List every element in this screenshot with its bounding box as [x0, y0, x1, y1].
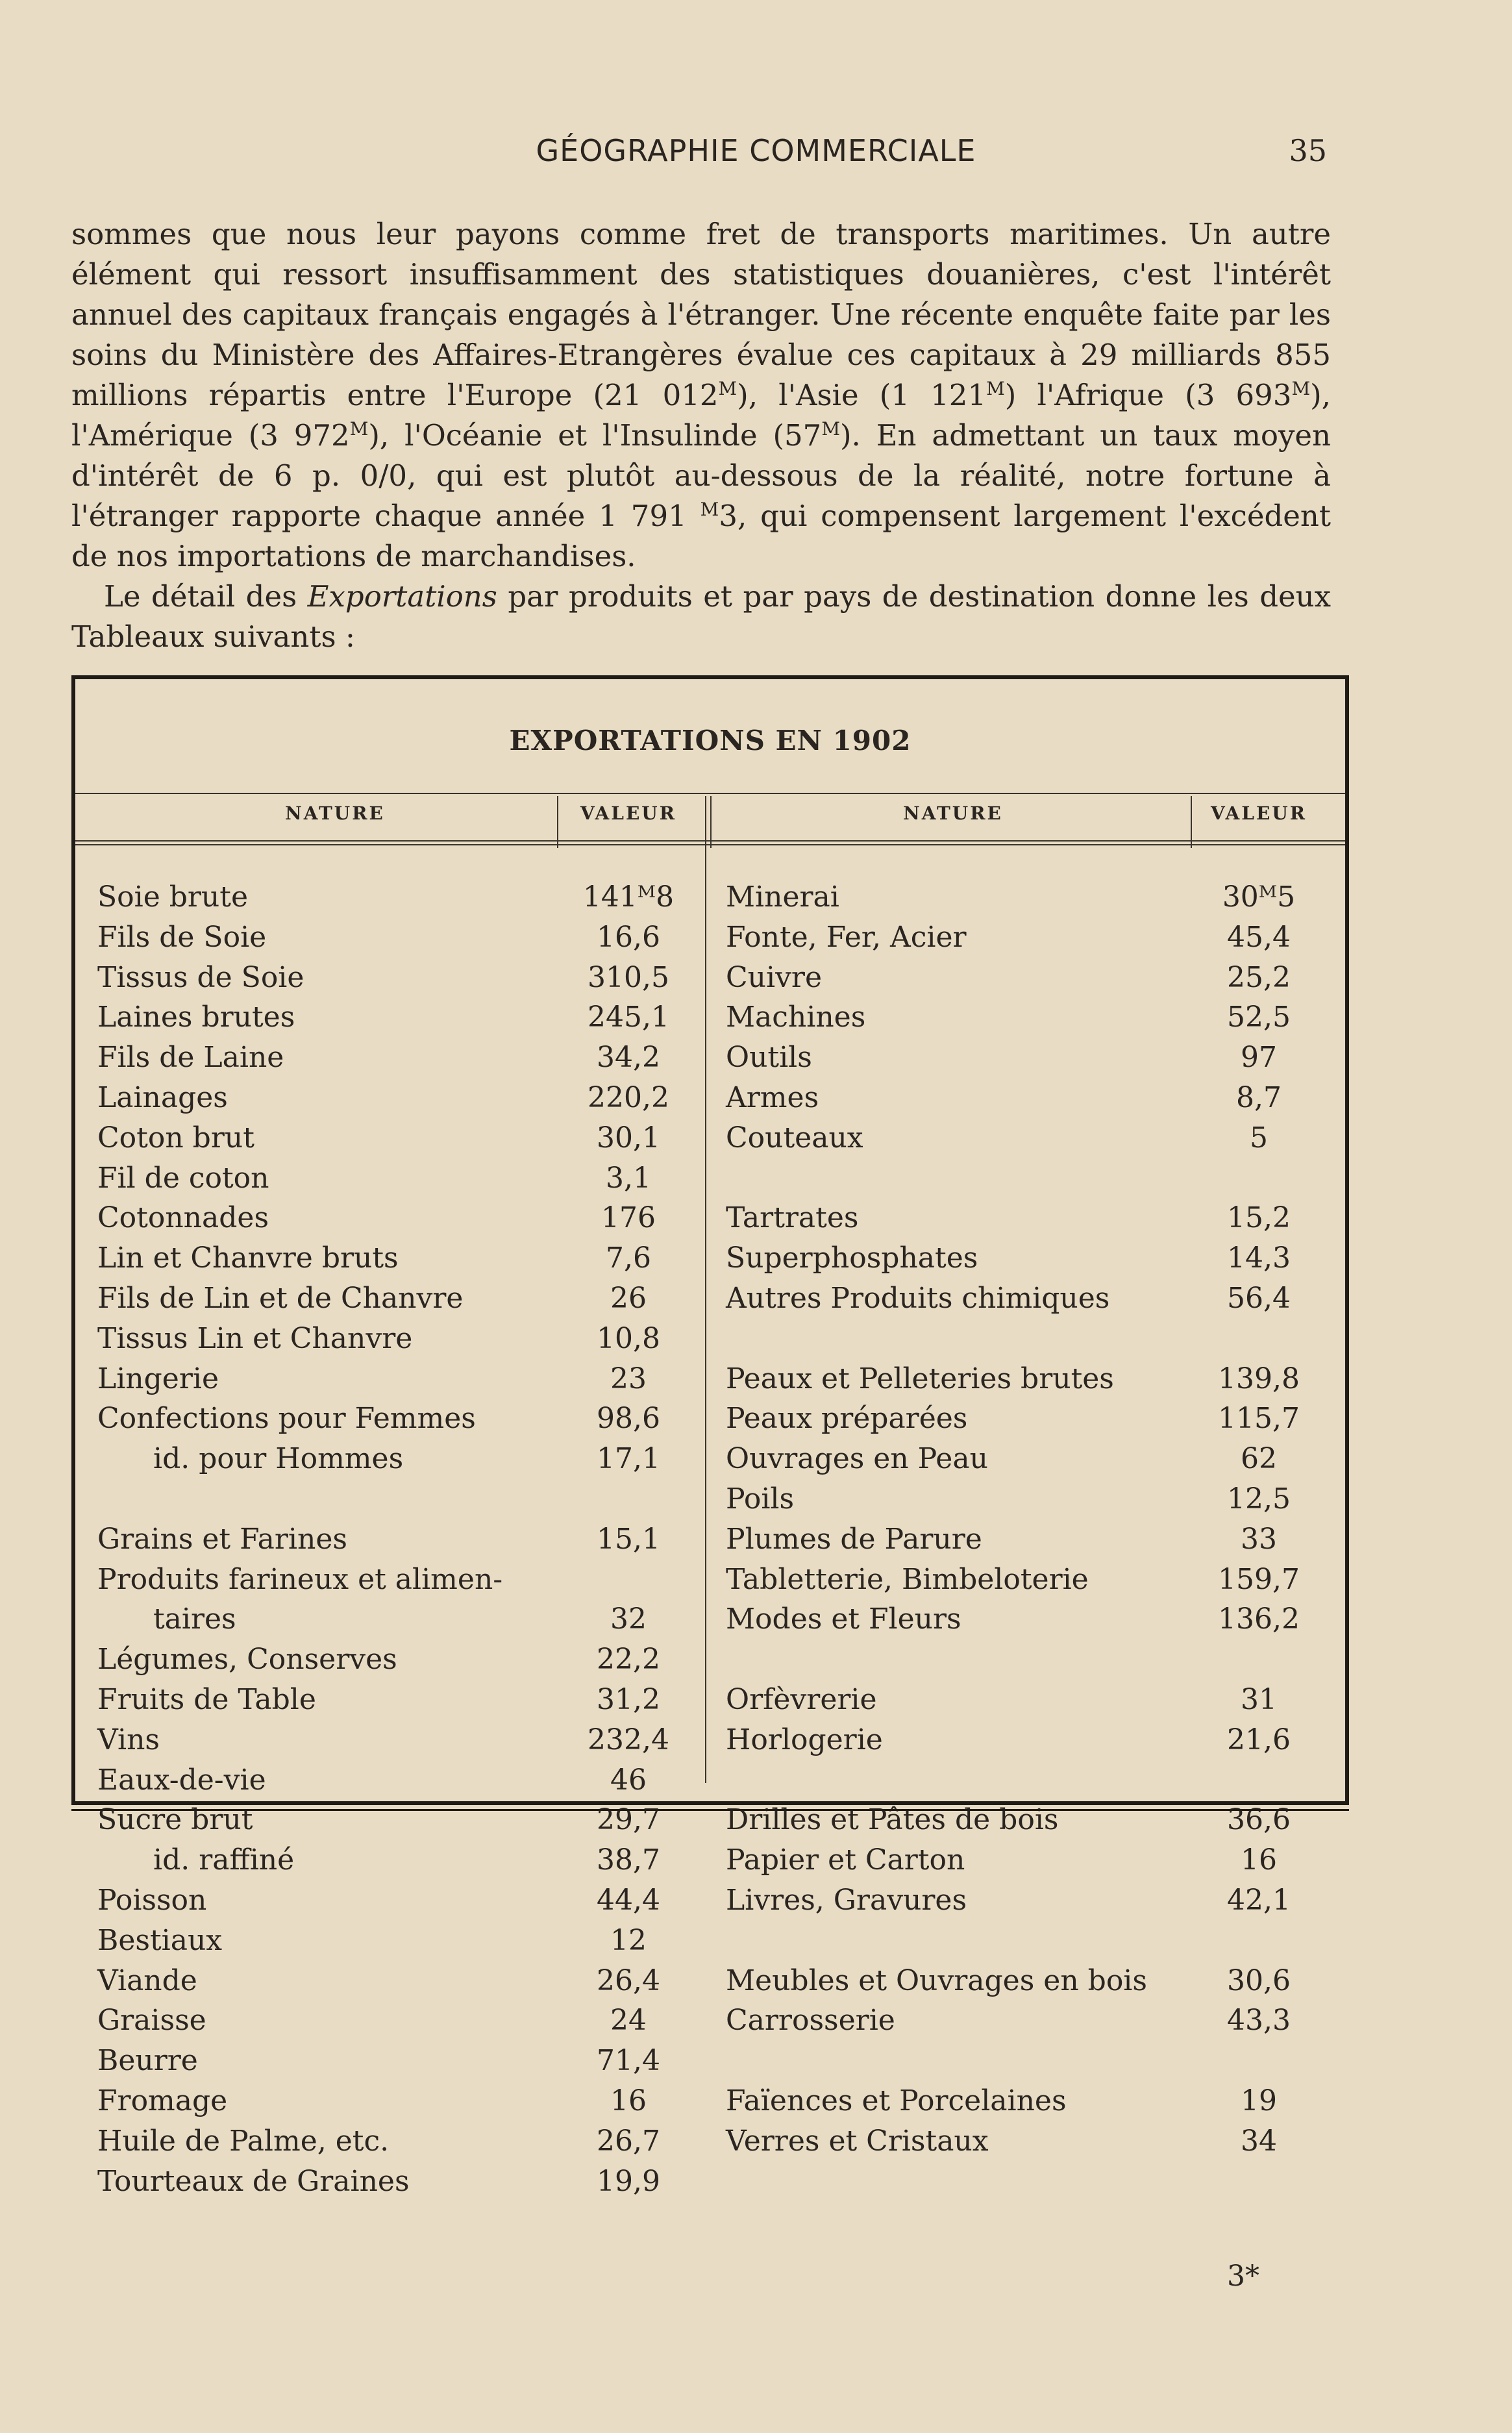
table-row — [75, 1001, 1345, 1041]
running-title: GÉOGRAPHIE COMMERCIALE — [536, 133, 976, 168]
row-valeur-left: 22,2 — [597, 1643, 660, 1677]
row-valeur-right: 15,2 — [1227, 1201, 1291, 1235]
row-nature-left: Viande — [97, 1964, 197, 1997]
paragraph-fortune: sommes que nous leur payons comme fret de transports maritimes. Un autre élément qui ressort insuffisamment des statistiques douanières, c'est l'intérêt annuel des capitaux français engagés à l'étranger. Une récente enquête faite par les soins du Ministère des Affaires-Etrangères évalue ces capitaux à 29 milliards 855 millions répartis entre l'Europe (21 $012^M$), l'Asie (1 $121^M$) l'Afrique (3 $693^M$), l'Amérique (3 $972^M$), l'Océanie et l'Insulinde $(57^M)$. En admettant un taux moyen d'intérêt de 6 p. 0/0, qui est plutôt au-dessous de la réalité, notre fortune à l'étranger rapporte chaque année 1 791 $^M$3, qui compensent largement l'excédent de nos importations de marchandises. — [71, 217, 1332, 573]
col-sep-3 — [1191, 796, 1192, 848]
row-nature-right: Armes — [726, 1080, 819, 1114]
row-valeur-left: 98,6 — [597, 1402, 660, 1436]
row-nature-left: Coton brut — [97, 1121, 254, 1154]
table-body — [75, 880, 1345, 2204]
row-valeur-left: 7,6 — [606, 1241, 651, 1275]
row-valeur-right: 45,4 — [1227, 920, 1291, 954]
row-nature-right: Machines — [726, 1001, 866, 1034]
paragraph-intro-tables: Le détail des Exportations par produits et par pays de destination donne les deux Tableaux suivants : — [71, 579, 1331, 654]
row-valeur-right: 52,5 — [1227, 1001, 1291, 1034]
exports-table — [71, 675, 1349, 2198]
col-header-nature-right: NATURE — [903, 803, 1003, 824]
row-nature-left: Cotonnades — [97, 1201, 269, 1235]
row-valeur-left: 30,1 — [597, 1121, 660, 1154]
row-valeur-left: 26,4 — [597, 1964, 660, 1997]
row-nature-right: Livres, Gravures — [726, 1883, 967, 1917]
row-nature-left: Eaux-de-vie — [97, 1763, 266, 1797]
row-valeur-right: 19 — [1241, 2084, 1277, 2117]
table-row — [75, 1081, 1345, 1121]
row-nature-left: Beurre — [97, 2044, 198, 2078]
row-valeur-right: 5 — [1250, 1121, 1268, 1154]
col-sep-1 — [557, 796, 558, 848]
table-row — [75, 880, 1345, 921]
table-row — [75, 1563, 1345, 1603]
table-row — [75, 1282, 1345, 1322]
row-valeur-right: 139,8 — [1218, 1362, 1300, 1395]
row-valeur-left: 34,2 — [597, 1041, 660, 1075]
signature-mark: 3* — [1227, 2260, 1259, 2293]
row-valeur-left: 16 — [610, 2084, 647, 2117]
row-nature-left: Produits farineux et alimen- — [97, 1562, 503, 1596]
table-row — [75, 1843, 1345, 1884]
row-valeur-left: 46 — [610, 1763, 647, 1797]
row-nature-left: Fil de coton — [97, 1161, 269, 1195]
row-valeur-left: 38,7 — [597, 1843, 660, 1877]
table-row — [75, 1322, 1345, 1362]
row-valeur-left: 220,2 — [588, 1080, 669, 1114]
row-valeur-right: 97 — [1241, 1041, 1277, 1075]
row-valeur-left: 19,9 — [597, 2164, 660, 2198]
row-nature-left: Soie brute — [97, 880, 248, 914]
row-nature-right: Autres Produits chimiques — [726, 1281, 1110, 1315]
row-valeur-left: 31,2 — [597, 1682, 660, 1716]
row-nature-right: Drilles et Pâtes de bois — [726, 1803, 1059, 1837]
table-row — [75, 1523, 1345, 1563]
row-valeur-left: 15,1 — [597, 1522, 660, 1556]
row-nature-right: Peaux préparées — [726, 1402, 968, 1436]
row-valeur-left: 10,8 — [597, 1321, 660, 1355]
col-sep-2b — [710, 796, 712, 848]
page-number: 35 — [1289, 133, 1327, 168]
row-nature-right: Modes et Fleurs — [726, 1603, 961, 1636]
row-valeur-left: 17,1 — [597, 1442, 660, 1476]
row-nature-left: Sucre brut — [97, 1803, 253, 1837]
table-row — [75, 1041, 1345, 1081]
row-valeur-right: 159,7 — [1218, 1562, 1300, 1596]
row-nature-left: Lingerie — [97, 1362, 219, 1395]
row-valeur-right: 34 — [1241, 2124, 1277, 2158]
row-nature-right: Verres et Cristaux — [726, 2124, 989, 2158]
row-nature-left: Tourteaux de Graines — [97, 2164, 410, 2198]
table-row — [75, 1683, 1345, 1723]
row-valeur-left: 23 — [610, 1362, 647, 1395]
row-nature-left: Lainages — [97, 1080, 228, 1114]
row-valeur-right: 56,4 — [1227, 1281, 1291, 1315]
row-nature-right: Cuivre — [726, 960, 823, 994]
row-nature-right: Outils — [726, 1041, 812, 1075]
row-valeur-right: 43,3 — [1227, 2004, 1291, 2038]
col-header-valeur-left: VALEUR — [580, 803, 676, 824]
table-row — [75, 2165, 1345, 2205]
row-nature-left: Fruits de Table — [97, 1682, 316, 1716]
row-valeur-right: 25,2 — [1227, 960, 1291, 994]
row-nature-right: Superphosphates — [726, 1241, 978, 1275]
row-valeur-left: 26 — [610, 1281, 647, 1315]
row-nature-right: Ouvrages en Peau — [726, 1442, 988, 1476]
row-nature-left: Lin et Chanvre bruts — [97, 1241, 399, 1275]
row-nature-right: Papier et Carton — [726, 1843, 965, 1877]
table-row — [75, 1121, 1345, 1162]
row-valeur-left: 3,1 — [606, 1161, 651, 1195]
header-top-rule — [75, 793, 1345, 794]
table-row — [75, 961, 1345, 1001]
table-row — [75, 1964, 1345, 2004]
row-valeur-left: 24 — [610, 2004, 647, 2038]
row-nature-left: id. pour Hommes — [153, 1442, 404, 1476]
row-valeur-right: 16 — [1241, 1843, 1277, 1877]
row-valeur-right: 8,7 — [1236, 1080, 1282, 1114]
row-valeur-left: 32 — [610, 1603, 647, 1636]
table-row — [75, 2084, 1345, 2125]
row-nature-left: taires — [153, 1603, 236, 1636]
table-row — [75, 1764, 1345, 1804]
row-nature-left: Confections pour Femmes — [97, 1402, 476, 1436]
row-nature-left: Fils de Soie — [97, 920, 267, 954]
row-nature-right: Tartrates — [726, 1201, 859, 1235]
row-valeur-left: 310,5 — [588, 960, 669, 994]
row-nature-left: Fils de Laine — [97, 1041, 284, 1075]
row-valeur-left: 29,7 — [597, 1803, 660, 1837]
row-valeur-right: 30,6 — [1227, 1964, 1291, 1997]
row-nature-left: Fils de Lin et de Chanvre — [97, 1281, 464, 1315]
row-nature-left: id. raffiné — [153, 1843, 295, 1877]
row-nature-left: Laines brutes — [97, 1001, 295, 1034]
row-nature-right: Orfèvrerie — [726, 1682, 877, 1716]
row-valeur-left: 232,4 — [588, 1723, 669, 1756]
row-valeur-right: 42,1 — [1227, 1883, 1291, 1917]
table-row — [75, 1201, 1345, 1241]
row-valeur-right: 62 — [1241, 1442, 1277, 1476]
table-row — [75, 1482, 1345, 1523]
row-valeur-right: 14,3 — [1227, 1241, 1291, 1275]
table-row — [75, 1643, 1345, 1683]
row-nature-right: Fonte, Fer, Acier — [726, 920, 967, 954]
table-row — [75, 2125, 1345, 2165]
row-nature-left: Poisson — [97, 1883, 207, 1917]
row-nature-right: Faïences et Porcelaines — [726, 2084, 1067, 2117]
row-nature-left: Tissus de Soie — [97, 960, 304, 994]
row-valeur-right: 33 — [1241, 1522, 1277, 1556]
row-valeur-left: 71,4 — [597, 2044, 660, 2078]
row-valeur-left: 12 — [610, 1923, 647, 1957]
row-nature-left: Tissus Lin et Chanvre — [97, 1321, 413, 1355]
table-row — [75, 1402, 1345, 1442]
col-header-nature-left: NATURE — [285, 803, 385, 824]
table-row — [75, 1241, 1345, 1282]
row-valeur-right: 115,7 — [1218, 1402, 1300, 1436]
row-valeur-left: 245,1 — [588, 1001, 669, 1034]
row-valeur-right: 12,5 — [1227, 1482, 1291, 1516]
row-nature-right: Meubles et Ouvrages en bois — [726, 1964, 1147, 1997]
table-row — [75, 2004, 1345, 2044]
row-valeur-right: 21,6 — [1227, 1723, 1291, 1756]
table-row — [75, 921, 1345, 961]
row-valeur-right: 36,6 — [1227, 1803, 1291, 1837]
table-row — [75, 1362, 1345, 1403]
page-header — [0, 133, 1512, 179]
row-valeur-right: 31 — [1241, 1682, 1277, 1716]
row-nature-left: Légumes, Conserves — [97, 1643, 397, 1677]
table-row — [75, 1924, 1345, 1964]
table-row — [75, 1723, 1345, 1764]
row-nature-left: Grains et Farines — [97, 1522, 347, 1556]
row-nature-right: Carrosserie — [726, 2004, 895, 2038]
row-nature-right: Plumes de Parure — [726, 1522, 982, 1556]
row-nature-right: Horlogerie — [726, 1723, 883, 1756]
row-valeur-right: 136,2 — [1218, 1603, 1300, 1636]
table-row — [75, 2044, 1345, 2084]
row-nature-left: Bestiaux — [97, 1923, 223, 1957]
row-nature-left: Huile de Palme, etc. — [97, 2124, 390, 2158]
row-valeur-left: 16,6 — [597, 920, 660, 954]
table-title: EXPORTATIONS EN 1902 — [509, 725, 911, 756]
row-nature-left: Fromage — [97, 2084, 228, 2117]
row-valeur-left: 141ᴹ8 — [582, 880, 675, 914]
col-header-valeur-right: VALEUR — [1211, 803, 1307, 824]
row-valeur-left: 44,4 — [597, 1883, 660, 1917]
row-nature-right: Minerai — [726, 880, 839, 914]
table-bottom-rule — [71, 1809, 1349, 1811]
row-valeur-right: 30ᴹ5 — [1222, 880, 1296, 914]
table-row — [75, 1162, 1345, 1202]
body-text — [71, 214, 1331, 657]
row-valeur-left: 26,7 — [597, 2124, 660, 2158]
row-nature-left: Graisse — [97, 2004, 206, 2038]
table-row — [75, 1884, 1345, 1924]
row-nature-right: Tabletterie, Bimbeloterie — [726, 1562, 1089, 1596]
row-nature-right: Poils — [726, 1482, 795, 1516]
row-nature-left: Vins — [97, 1723, 160, 1756]
row-nature-right: Peaux et Pelleteries brutes — [726, 1362, 1114, 1395]
row-nature-right: Couteaux — [726, 1121, 863, 1154]
table-row — [75, 1603, 1345, 1643]
table-row — [75, 1442, 1345, 1482]
row-valeur-left: 176 — [601, 1201, 656, 1235]
